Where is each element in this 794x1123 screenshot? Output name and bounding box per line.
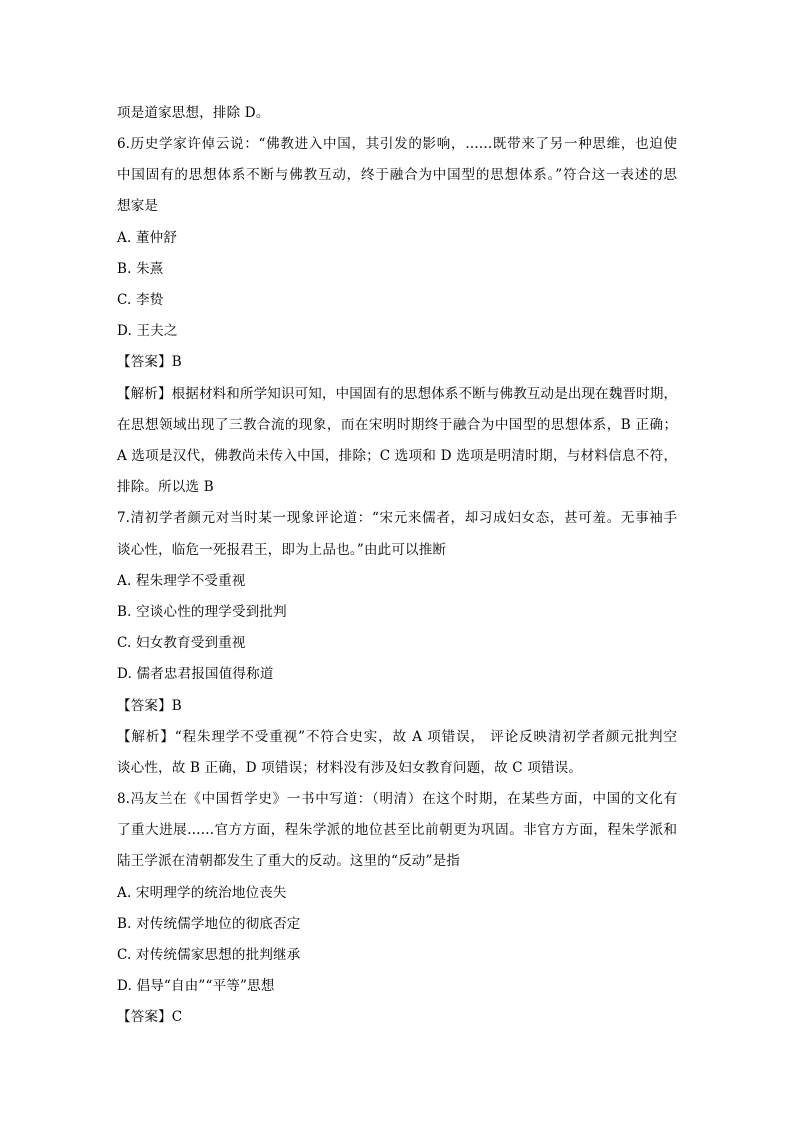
analysis-text: 谈心性，故 B 正确，D 项错误；材料没有涉及妇女教育问题，故 C 项错误。 — [117, 760, 583, 776]
option-d: D. 儒者忠君报国值得称道 — [117, 666, 274, 682]
option-c: C. 妇女教育受到重视 — [117, 635, 246, 651]
question-8-stem: 陆王学派在清朝都发生了重大的反动。这里的“反动”是指 — [117, 853, 461, 869]
question-7-stem: 7.清初学者颜元对当时某一现象评论道：“宋元来儒者，却习成妇女态，甚可羞。无事袖手 — [117, 510, 677, 526]
analysis-text: 【解析】“程朱理学不受重视”不符合史实，故 A 项错误， 评论反映清初学者颜元批判空 — [117, 729, 677, 745]
question-6-stem: 6.历史学家许倬云说：“佛教进入中国，其引发的影响，……既带来了另一种思维，也迫使 — [117, 136, 677, 152]
option-b: B. 对传统儒学地位的彻底否定 — [117, 916, 301, 932]
analysis-text: A 选项是汉代，佛教尚未传入中国，排除；C 选项和 D 选项是明清时期，与材料信息不符， — [117, 448, 677, 464]
answer-label: 【答案】B — [117, 698, 182, 714]
question-6-stem: 想家是 — [117, 198, 159, 214]
question-7-stem: 谈心性，临危一死报君王，即为上品也。”由此可以推断 — [117, 542, 447, 558]
option-d: D. 倡导“自由”“平等”思想 — [117, 978, 275, 994]
analysis-text: 在思想领域出现了三教合流的现象，而在宋明时期终于融合为中国型的思想体系，B 正确； — [117, 417, 677, 433]
option-b: B. 朱熹 — [117, 261, 164, 277]
option-a: A. 程朱理学不受重视 — [117, 573, 246, 589]
answer-label: 【答案】B — [117, 354, 182, 370]
question-8-stem: 了重大进展……官方方面，程朱学派的地位甚至比前朝更为巩固。非官方方面，程朱学派和 — [117, 822, 677, 838]
option-a: A. 宋明理学的统治地位丧失 — [117, 885, 287, 901]
answer-label: 【答案】C — [117, 1009, 183, 1025]
question-8-stem: 8.冯友兰在《中国哲学史》一书中写道：（明清）在这个时期，在某些方面，中国的文化有 — [117, 791, 677, 807]
option-c: C. 李贽 — [117, 292, 164, 308]
text-line: 项是道家思想，排除 D。 — [117, 105, 270, 121]
analysis-text: 【解析】根据材料和所学知识可知，中国固有的思想体系不断与佛教互动是出现在魏晋时期， — [117, 386, 677, 402]
option-c: C. 对传统儒家思想的批判继承 — [117, 947, 301, 963]
question-6-stem: 中国固有的思想体系不断与佛教互动，终于融合为中国型的思想体系。”符合这一表述的思 — [117, 167, 677, 183]
option-b: B. 空谈心性的理学受到批判 — [117, 604, 287, 620]
option-a: A. 董仲舒 — [117, 230, 178, 246]
option-d: D. 王夫之 — [117, 323, 178, 339]
analysis-text: 排除。所以选 B — [117, 479, 214, 495]
